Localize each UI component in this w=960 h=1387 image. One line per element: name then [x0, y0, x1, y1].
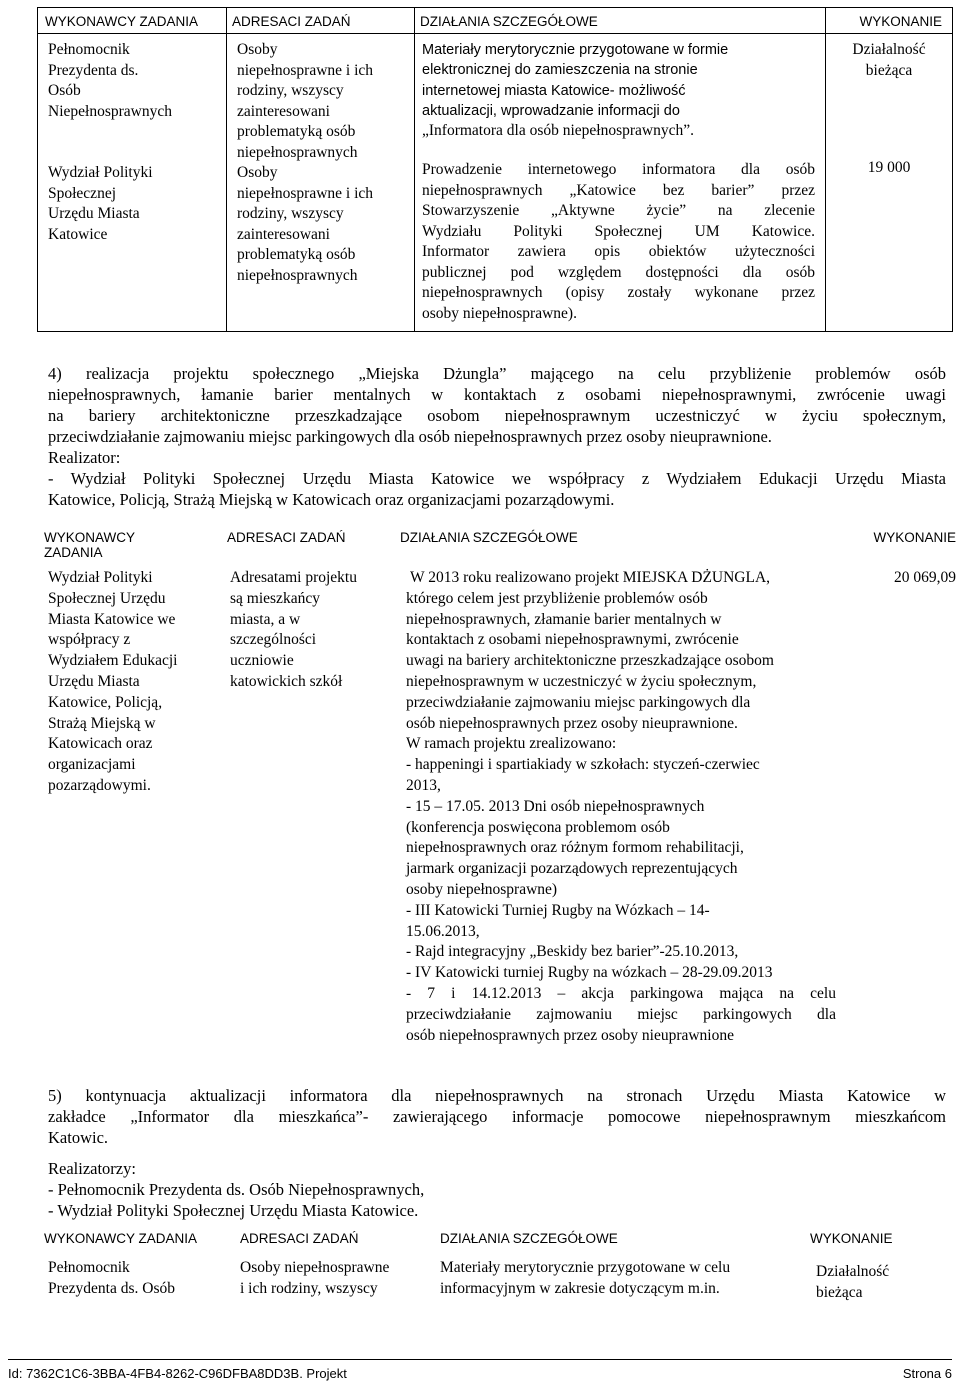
page-number: Strona 6: [902, 1366, 952, 1381]
table-1-actions-cell: [415, 34, 826, 332]
table-3-addressees-cell: Osoby niepełnosprawne i ich rodziny, wszyscy: [240, 1259, 390, 1297]
page-footer: [8, 1366, 952, 1384]
table-2-header-row: [44, 528, 956, 564]
execution-amount: 19 000: [867, 159, 911, 176]
table-3-header-row: [44, 1229, 956, 1253]
table-3-header-actions: DZIAŁANIA SZCZEGÓŁOWE: [440, 1231, 618, 1246]
table-1-addressees-cell: [227, 34, 415, 332]
action-informator: Prowadzenie internetowego informatora dla osób niepełnosprawnych „Katowice bez barier” przez Stowarzyszenie „Aktywne życie” na zlecenie Wydziału Polityki Społecznej UM Katowice. Informator zawiera opis obiektów użyteczności publicznej pod względem dostępności dla osób niepełnosprawnych (opisy zostały wykonane przez osoby niepełnosprawne).: [422, 161, 815, 322]
table-3-execution-cell: Działalność bieżąca: [816, 1263, 890, 1301]
table-2-execution-cell: 20 069,09: [894, 569, 956, 586]
section-4-paragraph: 4) realizacja projektu społecznego „Miejska Dżungla” mającego na celu przybliżenie problemów osób niepełnosprawnych, łamanie barier mentalnych w kontaktach z osobami niepełnosprawnymi, zwrócenie uwagi na bariery architektoniczne przeszkadzające osobom niepełnosprawnym uczestniczyć w życiu społecznym, przeciwdziałanie zajmowaniu miejsc parkingowych dla osób niepełnosprawnych przez osoby nieuprawnione. Realizator: - Wydział Polityki Społecznej Urzędu Miasta Katowice we współpracy z Wydziałem Edukacji Urzędu Miasta Katowice, Policją, Strażą Miejską w Katowicach oraz organizacjami pozarządowymi.: [48, 364, 946, 509]
footer-divider: [8, 1359, 952, 1360]
table-2-header-addressees: ADRESACI ZADAŃ: [227, 530, 346, 545]
table-3-executors-cell: Pełnomocnik Prezydenta ds. Osób: [48, 1259, 175, 1297]
table-2-executors-cell: Wydział Polityki Społecznej Urzędu Miasta Katowice we współpracy z Wydziałem Edukacji Urzędu Miasta Katowice, Policją, Strażą Miejską w Katowicach oraz organizacjami pozarządowymi.: [48, 569, 178, 794]
table-1-execution-cell: Działalność bieżąca 19 000: [826, 34, 953, 332]
table-2-addressees-cell: Adresatami projektu są mieszkańcy miasta, a w szczególności uczniowie katowickich szkół: [230, 569, 357, 690]
table-2-header-actions: DZIAŁANIA SZCZEGÓŁOWE: [400, 530, 578, 545]
table-2-header-execution: WYKONANIE: [873, 530, 956, 545]
table-1-executors-cell: [38, 34, 227, 332]
table-2-header-executors: WYKONAWCY ZADANIA: [44, 530, 135, 560]
table-3-header-execution: WYKONANIE: [810, 1231, 893, 1246]
document-id: Id: 7362C1C6-3BBA-4FB4-8262-C96DFBA8DD3B. Projekt: [8, 1366, 347, 1381]
table-3-header-executors: WYKONAWCY ZADANIA: [44, 1231, 198, 1246]
section-5-paragraph: 5) kontynuacja aktualizacji informatora dla niepełnosprawnych na stronach Urzędu Miasta Katowice w zakładce „Informator dla mieszkańca”- zawierającego informacje pomocowe niepełnosprawnym mieszkańcom Katowic. Realizatorzy: - Pełnomocnik Prezydenta ds. Osób Niepełnosprawnych, - Wydział Polityki Społecznej Urzędu Miasta Katowice.: [48, 1086, 946, 1220]
table-2-row: [44, 564, 956, 1046]
execution-status: Działalność: [852, 41, 926, 58]
table-3-row: [44, 1253, 956, 1303]
table-3-header-addressees: ADRESACI ZADAŃ: [240, 1231, 359, 1246]
table-1-header-addressees: ADRESACI ZADAŃ: [227, 8, 415, 34]
realizatorzy-label: Realizatorzy:: [48, 1159, 136, 1178]
table-2: [44, 528, 956, 1046]
table-3: [44, 1229, 956, 1303]
executor-plenipotentiary: Pełnomocnik Prezydenta ds. Osób Niepełnosprawnych: [48, 41, 172, 120]
action-materials: Materiały merytorycznie przygotowane w formie elektronicznej do zamieszczenia na stronie internetowej miasta Katowice- możliwość aktualizacji, wprowadzanie informacji do „Informatora dla osób niepełnosprawnych”.: [422, 42, 729, 140]
addressees-group-a: Osoby niepełnosprawne i ich rodziny, wszyscy zainteresowani problematyką osób niepełnosprawnych: [237, 41, 374, 161]
table-1-row: [38, 34, 953, 332]
table-1-header-row: [38, 8, 953, 34]
table-1: [37, 7, 953, 332]
table-1-header-executors: WYKONAWCY ZADANIA: [38, 8, 227, 34]
table-1-header-actions: DZIAŁANIA SZCZEGÓŁOWE: [415, 8, 826, 34]
table-3-actions-cell: Materiały merytorycznie przygotowane w celu informacyjnym w zakresie dotyczącym m.in.: [440, 1259, 731, 1297]
table-1-header-execution: WYKONANIE: [826, 8, 953, 34]
executor-department: Wydział Polityki Społecznej Urzędu Miasta Katowice: [48, 164, 153, 243]
addressees-group-b: Osoby niepełnosprawne i ich rodziny, wszyscy zainteresowani problematyką osób niepełnosprawnych: [237, 164, 374, 284]
table-2-actions-cell: W 2013 roku realizowano projekt MIEJSKA DŻUNGLA, którego celem jest przybliżenie problemów osób niepełnosprawnych, złamanie barier mentalnych w kontaktach z osobami niepełnosprawnymi, zwrócenie uwagi na bariery architektoniczne przeszkadzające osobom niepełnosprawnym w uczestniczyć w życiu społecznym, przeciwdziałanie zajmowaniu miejsc parkingowych dla osób niepełnosprawnych przez osoby nieuprawnione. W ramach projektu zrealizowano: - happeningi i spartiakiady w szkołach: styczeń-czerwiec 2013, - 15 – 17.05. 2013 Dni osób niepełnosprawnych (konferencja poswięcona problemom osób niepełnosprawnych oraz różnym formom rehabilitacji, jarmark organizacji pozarządowych reprezentujących osoby niepełnosprawne) - III Katowicki Turniej Rugby na Wózkach – 14- 15.06.2013, - Rajd integracyjny „Beskidy bez barier”-25.10.2013, - IV Katowicki turniej Rugby na wózkach – 28-29.09.2013 - 7 i 14.12.2013 – akcja parkingowa mająca na celu przeciwdziałanie zajmowaniu miejsc parkingowych dla osób niepełnosprawnych przez osoby nieuprawnione: [406, 569, 836, 1044]
realizator-label: Realizator:: [48, 448, 121, 467]
